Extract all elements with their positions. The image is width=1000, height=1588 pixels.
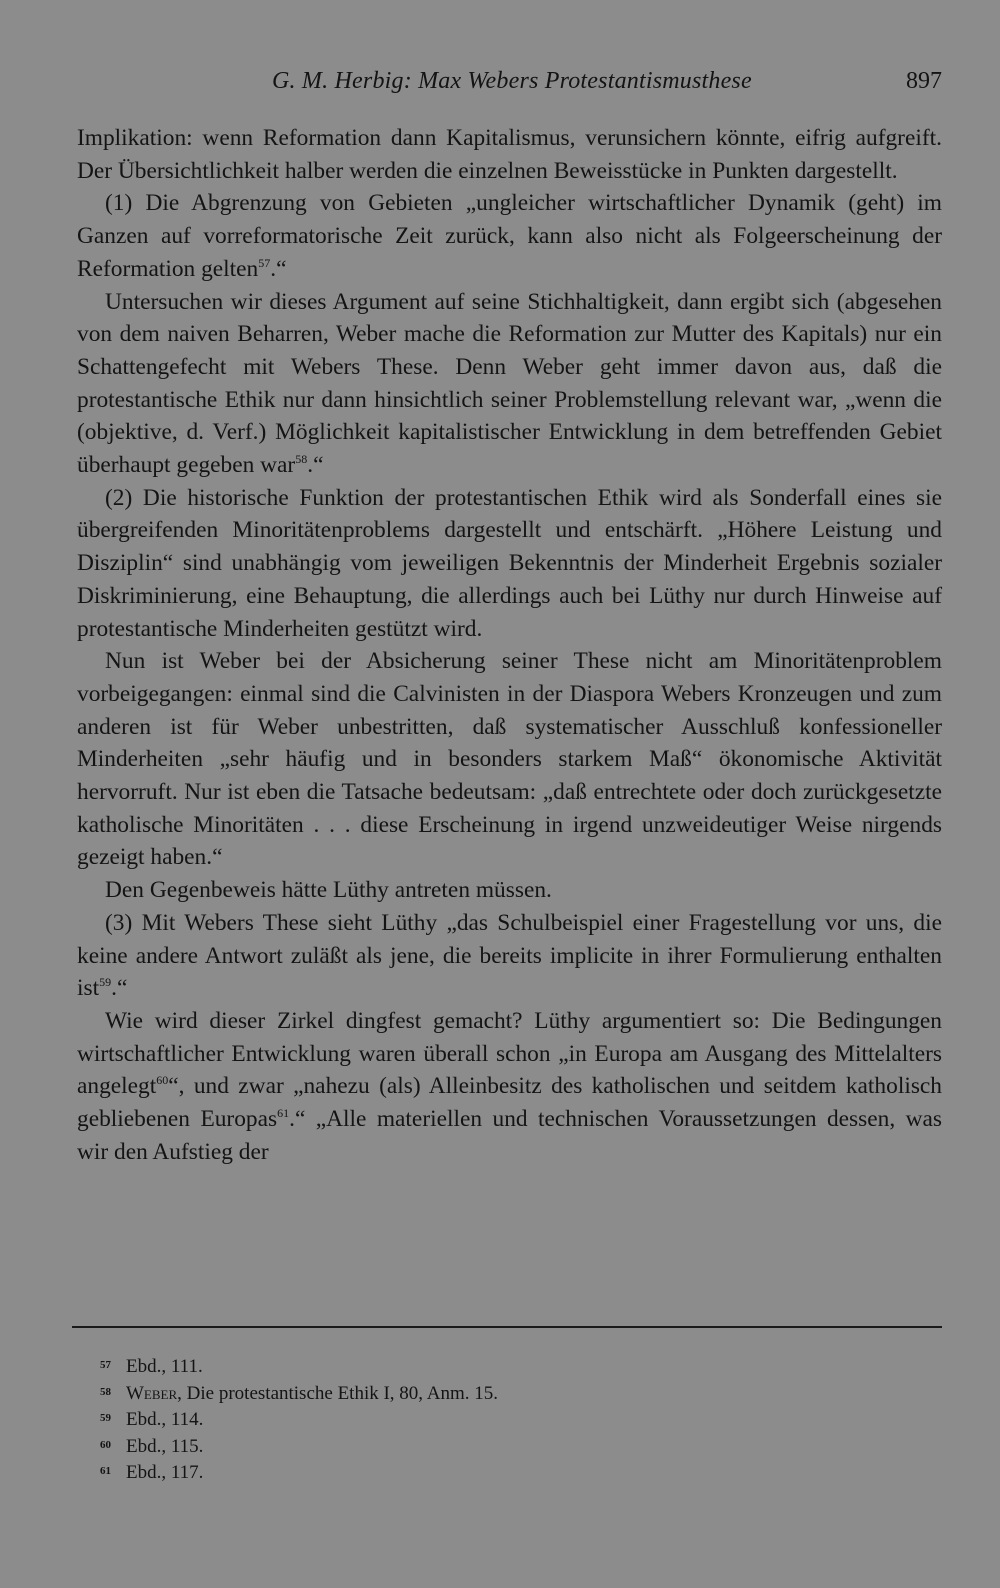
footnote-ref-60[interactable]: 60 [156, 1073, 169, 1088]
footnote-60 [102, 1434, 942, 1461]
paragraph-8: Wie wird dieser Zirkel dingfest gemacht? Lüthy argumentiert so: Die Bedingungen wirtschaftlicher Entwicklung waren überall schon „in Europa am Ausgang des Mittelalters angelegt$^{60}$“, und zwar „nahezu (als) Alleinbesitz des katholischen und seitdem katholisch gebliebenen Europas$^{61}$.“ „Alle materiellen und technischen Voraussetzungen dessen, was wir den Aufstieg der [77, 1007, 942, 1165]
paragraph-7: (3) Mit Webers These sieht Lüthy „das Schulbeispiel einer Fragestellung vor uns, die keine andere Antwort zuläßt als jene, die bereits implicite in ihrer Formulierung enthalten ist$^{59}$.“ [77, 909, 942, 1002]
paragraph-4: (2) Die historische Funktion der protestantischen Ethik wird als Sonderfall eines sie übergreifenden Minoritätenproblems dargestellt und entschärft. „Höhere Leistung und Disziplin“ sind unabhängig vom jeweiligen Bekenntnis der Minderheit Ergebnis sozialer Diskriminierung, eine Behauptung, die allerdings auch bei Lüthy nur durch Hinweise auf protestantische Minderheiten gestützt wird. [77, 484, 942, 642]
footnote-ref-61[interactable]: 61 [277, 1106, 290, 1121]
footnote-text: Ebd., 111. [126, 1356, 203, 1377]
footnote-text: Ebd., 117. [126, 1462, 204, 1483]
body-text [77, 122, 942, 1169]
footnote-ref-58[interactable]: 58 [295, 452, 308, 467]
footnote-text: Ebd., 115. [126, 1435, 204, 1457]
footnote-ref-57[interactable]: 57 [258, 256, 271, 271]
paragraph-5: Nun ist Weber bei der Absicherung seiner These nicht am Minoritätenproblem vorbeigegangen: einmal sind die Calvinisten in der Diaspora Webers Kronzeugen und zum anderen ist für Weber unbestritten, daß systematischer Ausschluß konfessioneller Minderheiten „sehr häufig und in besonders starkem Maß“ ökonomische Aktivität hervorruft. Nur ist eben die Tatsache bedeutsam: „daß entrechtete oder doch zurückgesetzte katholische Minoritäten . . . diese Erscheinung in irgend unzweideutiger Weise nirgends gezeigt haben.“ [77, 648, 942, 871]
footnote-text: Ebd., 114. [126, 1409, 204, 1430]
footnote-61 [102, 1460, 942, 1487]
footnote-number: 60 [100, 1438, 111, 1451]
paragraph-3: Untersuchen wir dieses Argument auf seine Stichhaltigkeit, dann ergibt sich (abgesehen von dem naiven Beharren, Weber mache die Reformation zur Mutter des Kapitals) nur ein Schattengefecht mit Webers These. Denn Weber geht immer davon aus, daß die protestantische Ethik nur dann hinsichtlich seiner Problemstellung relevant war, „wenn die (objektive, d. Verf.) Möglichkeit kapitalistischer Entwicklung in dem betreffenden Gebiet überhaupt gegeben war$^{58}$.“ [77, 288, 942, 479]
paragraph-1: Implikation: wenn Reformation dann Kapitalismus, verunsichern könnte, eifrig aufgreift. Der Übersichtlichkeit halber werden die einzelnen Beweisstücke in Punkten dargestellt. [77, 125, 942, 184]
footnote-58 [102, 1381, 942, 1408]
footnote-57 [102, 1354, 942, 1381]
footnote-text: , Die protestantische Ethik I, 80, Anm. 15. [177, 1382, 499, 1404]
footnote-59 [102, 1407, 942, 1434]
footnote-ref-59[interactable]: 59 [99, 975, 112, 990]
footnote-author: Weber [126, 1382, 178, 1404]
footnote-divider [72, 1326, 942, 1328]
page-number: 897 [906, 68, 942, 94]
running-head [77, 64, 942, 100]
paragraph-6: Den Gegenbeweis hätte Lüthy antreten müssen. [105, 877, 552, 904]
footnote-number: 61 [100, 1465, 111, 1477]
footnotes [102, 1354, 942, 1487]
footnote-number: 59 [100, 1412, 111, 1424]
footnote-number: 57 [100, 1359, 111, 1371]
paragraph-2: (1) Die Abgrenzung von Gebieten „ungleicher wirtschaftlicher Dynamik (geht) im Ganzen auf vorreformatorische Zeit zurück, kann also nicht als Folgeerscheinung der Reformation gelten$^{57}$.“ [77, 190, 942, 282]
footnote-number: 58 [100, 1385, 111, 1398]
running-title: G. M. Herbig: Max Webers Protestantismusthese [272, 68, 752, 94]
